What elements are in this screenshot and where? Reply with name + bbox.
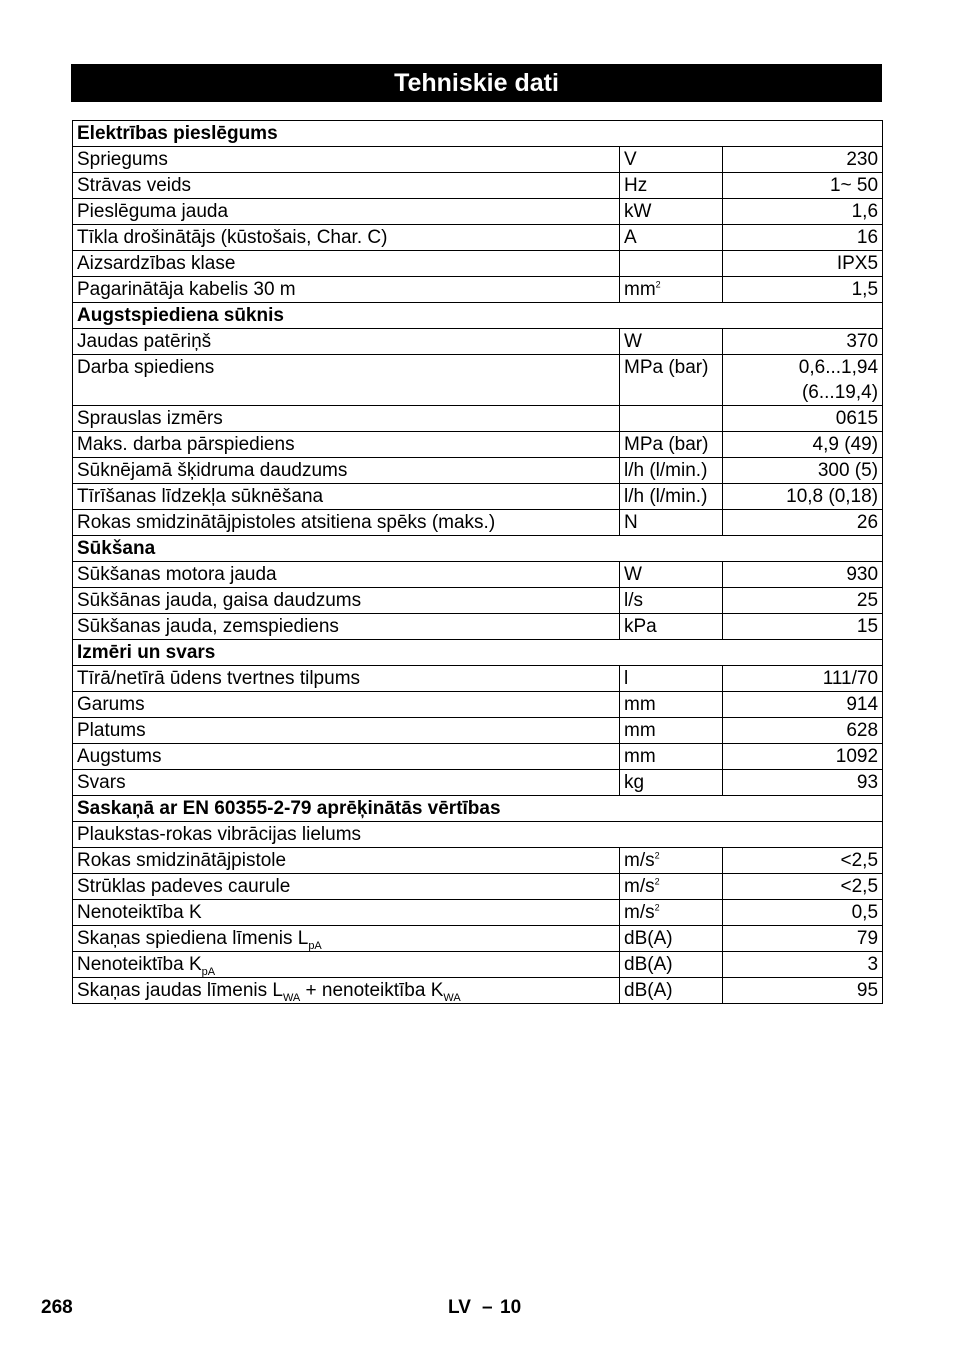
spec-name bbox=[73, 978, 620, 1004]
section-header bbox=[73, 796, 883, 822]
table-row bbox=[73, 173, 883, 199]
spec-unit: dB(A) bbox=[620, 952, 723, 978]
spec-name: Strāvas veids bbox=[73, 173, 620, 199]
spec-value: 628 bbox=[723, 718, 883, 744]
technical-data-table bbox=[72, 120, 883, 1004]
spec-unit: N bbox=[620, 510, 723, 536]
spec-name: Maks. darba pārspiediens bbox=[73, 432, 620, 458]
table-row bbox=[73, 406, 883, 432]
table-row bbox=[73, 666, 883, 692]
table-row bbox=[73, 692, 883, 718]
spec-unit: W bbox=[620, 562, 723, 588]
spec-name: Svars bbox=[73, 770, 620, 796]
spec-unit bbox=[620, 848, 723, 874]
unit-superscript: 2 bbox=[654, 850, 660, 861]
table-row bbox=[73, 952, 883, 978]
spec-name: Rokas smidzinātājpistole bbox=[73, 848, 620, 874]
spec-unit: A bbox=[620, 225, 723, 251]
spec-unit: mm bbox=[620, 692, 723, 718]
page-dash: – bbox=[482, 1297, 493, 1318]
section-title: Augstspiediena sūknis bbox=[73, 303, 883, 329]
section-page-number: 10 bbox=[500, 1297, 522, 1318]
spec-unit: dB(A) bbox=[620, 978, 723, 1004]
unit-superscript: 2 bbox=[655, 279, 661, 290]
spec-name: Tīrīšanas līdzekļa sūknēšana bbox=[73, 484, 620, 510]
spec-value: 370 bbox=[723, 329, 883, 355]
spec-value: <2,5 bbox=[723, 848, 883, 874]
spec-unit bbox=[620, 406, 723, 432]
page-number: 268 bbox=[41, 1297, 73, 1318]
spec-value: 1,6 bbox=[723, 199, 883, 225]
spec-unit: kPa bbox=[620, 614, 723, 640]
spec-unit: V bbox=[620, 147, 723, 173]
name-text: Skaņas jaudas līmenis L bbox=[77, 980, 283, 1001]
spec-value: 79 bbox=[723, 926, 883, 952]
spec-value bbox=[723, 355, 883, 406]
spec-value: 1~ 50 bbox=[723, 173, 883, 199]
spec-name: Spriegums bbox=[73, 147, 620, 173]
spec-unit: W bbox=[620, 329, 723, 355]
spec-value: 93 bbox=[723, 770, 883, 796]
section-title: Saskaņā ar EN 60355-2-79 aprēķinātās vērtības bbox=[73, 796, 883, 822]
spec-name: Rokas smidzinātājpistoles atsitiena spēks (maks.) bbox=[73, 510, 620, 536]
table-row bbox=[73, 199, 883, 225]
spec-name: Darba spiediens bbox=[73, 355, 620, 406]
spec-name: Sūkšānas jauda, gaisa daudzums bbox=[73, 588, 620, 614]
spec-value: 300 (5) bbox=[723, 458, 883, 484]
table-row bbox=[73, 718, 883, 744]
spec-unit: mm bbox=[620, 718, 723, 744]
spec-value: 16 bbox=[723, 225, 883, 251]
table-row bbox=[73, 147, 883, 173]
language-code: LV bbox=[448, 1297, 471, 1318]
spec-name: Pagarinātāja kabelis 30 m bbox=[73, 277, 620, 303]
table-row bbox=[73, 277, 883, 303]
name-subscript: WA bbox=[282, 991, 301, 1004]
table-row bbox=[73, 329, 883, 355]
spec-value: 230 bbox=[723, 147, 883, 173]
table-row bbox=[73, 744, 883, 770]
table-row bbox=[73, 562, 883, 588]
value-line-2: (6...19,4) bbox=[801, 382, 879, 403]
spec-name: Garums bbox=[73, 692, 620, 718]
spec-name: Tīrā/netīrā ūdens tvertnes tilpums bbox=[73, 666, 620, 692]
table-row bbox=[73, 874, 883, 900]
spec-name: Augstums bbox=[73, 744, 620, 770]
name-text: Skaņas spiediena līmenis L bbox=[77, 928, 309, 949]
table-row bbox=[73, 900, 883, 926]
unit-text: m/s bbox=[624, 876, 655, 897]
spec-unit: MPa (bar) bbox=[620, 432, 723, 458]
spec-value: 1092 bbox=[723, 744, 883, 770]
spec-name: Aizsardzības klase bbox=[73, 251, 620, 277]
table-row bbox=[73, 926, 883, 952]
table-row bbox=[73, 848, 883, 874]
spec-name: Nenoteiktība K bbox=[73, 900, 620, 926]
spec-unit: dB(A) bbox=[620, 926, 723, 952]
unit-superscript: 2 bbox=[654, 876, 660, 887]
name-subscript: pA bbox=[308, 939, 322, 952]
spec-value: 1,5 bbox=[723, 277, 883, 303]
table-subheader-row bbox=[73, 822, 883, 848]
spec-value: 10,8 (0,18) bbox=[723, 484, 883, 510]
spec-value: 930 bbox=[723, 562, 883, 588]
spec-value: 25 bbox=[723, 588, 883, 614]
spec-name bbox=[73, 926, 620, 952]
spec-name: Sūkšanas motora jauda bbox=[73, 562, 620, 588]
table-row bbox=[73, 588, 883, 614]
table-row bbox=[73, 770, 883, 796]
value-line: 0,6...1,94 bbox=[798, 357, 879, 378]
spec-value: 3 bbox=[723, 952, 883, 978]
spec-name bbox=[73, 952, 620, 978]
spec-unit: l/h (l/min.) bbox=[620, 484, 723, 510]
spec-name: Platums bbox=[73, 718, 620, 744]
section-header bbox=[73, 303, 883, 329]
spec-name: Sprauslas izmērs bbox=[73, 406, 620, 432]
name-text: Nenoteiktība K bbox=[77, 954, 202, 975]
section-header bbox=[73, 121, 883, 147]
spec-value: <2,5 bbox=[723, 874, 883, 900]
spec-unit bbox=[620, 900, 723, 926]
spec-unit: l bbox=[620, 666, 723, 692]
spec-name: Strūklas padeves caurule bbox=[73, 874, 620, 900]
spec-unit bbox=[620, 277, 723, 303]
spec-value: 15 bbox=[723, 614, 883, 640]
unit-text: m/s bbox=[624, 850, 655, 871]
table-row bbox=[73, 432, 883, 458]
name-text-2: + nenoteiktība K bbox=[300, 980, 444, 1001]
spec-unit: Hz bbox=[620, 173, 723, 199]
unit-text: m/s bbox=[624, 902, 655, 923]
spec-value: 26 bbox=[723, 510, 883, 536]
spec-unit: kW bbox=[620, 199, 723, 225]
table-row bbox=[73, 225, 883, 251]
table-row bbox=[73, 251, 883, 277]
spec-value: IPX5 bbox=[723, 251, 883, 277]
section-header bbox=[73, 536, 883, 562]
table-row bbox=[73, 614, 883, 640]
table-row bbox=[73, 978, 883, 1004]
spec-unit: l/s bbox=[620, 588, 723, 614]
subsection-title: Plaukstas-rokas vibrācijas lielums bbox=[73, 822, 883, 848]
name-subscript-2: WA bbox=[443, 991, 461, 1004]
section-title: Sūkšana bbox=[73, 536, 883, 562]
spec-value: 0,5 bbox=[723, 900, 883, 926]
table-row bbox=[73, 484, 883, 510]
table-row bbox=[73, 355, 883, 406]
spec-value: 0615 bbox=[723, 406, 883, 432]
spec-value: 111/70 bbox=[723, 666, 883, 692]
unit-text: mm bbox=[624, 279, 656, 300]
spec-name: Tīkla drošinātājs (kūstošais, Char. C) bbox=[73, 225, 620, 251]
table-row bbox=[73, 510, 883, 536]
spec-unit: MPa (bar) bbox=[620, 355, 723, 406]
spec-name: Pieslēguma jauda bbox=[73, 199, 620, 225]
spec-name: Sūknējamā šķidruma daudzums bbox=[73, 458, 620, 484]
section-title: Izmēri un svars bbox=[73, 640, 883, 666]
spec-value: 95 bbox=[723, 978, 883, 1004]
table-row bbox=[73, 458, 883, 484]
spec-unit bbox=[620, 874, 723, 900]
spec-unit: kg bbox=[620, 770, 723, 796]
section-title: Elektrības pieslēgums bbox=[73, 121, 883, 147]
spec-unit: l/h (l/min.) bbox=[620, 458, 723, 484]
spec-value: 914 bbox=[723, 692, 883, 718]
spec-value: 4,9 (49) bbox=[723, 432, 883, 458]
unit-superscript: 2 bbox=[654, 902, 660, 913]
name-subscript: pA bbox=[201, 965, 216, 978]
spec-unit bbox=[620, 251, 723, 277]
page-title: Tehniskie dati bbox=[71, 64, 882, 102]
section-header bbox=[73, 640, 883, 666]
spec-name: Sūkšanas jauda, zemspiediens bbox=[73, 614, 620, 640]
spec-name: Jaudas patēriņš bbox=[73, 329, 620, 355]
spec-unit: mm bbox=[620, 744, 723, 770]
